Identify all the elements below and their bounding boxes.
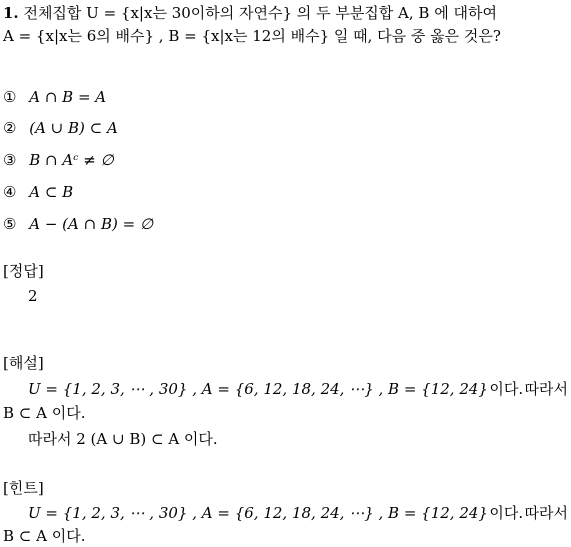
choice-2: [3, 119, 118, 138]
hint-word: 따라서: [524, 504, 568, 522]
hint-line-2: B ⊂ A 이다.: [3, 527, 86, 545]
explanation-word: 이다.: [489, 380, 524, 398]
explanation-line-1: [28, 380, 568, 399]
question-line-1: [3, 4, 497, 23]
hint-line-1: [28, 504, 568, 523]
answer-value: 2: [28, 287, 38, 305]
choice-marker: ⑤: [3, 215, 17, 233]
explanation-label: [해설]: [3, 354, 44, 372]
choice-text: A − (A ∩ B) = ∅: [29, 215, 154, 233]
question-text-2: A = {x|x는 6의 배수} , B = {x|x는 12의 배수} 일 때, 다음 중 옳은 것은?: [3, 27, 501, 45]
choice-text: B ∩ Aᶜ ≠ ∅: [29, 151, 114, 169]
hint-word: 이다.: [489, 504, 524, 522]
question-number: 1.: [3, 4, 19, 22]
choice-1: [3, 88, 106, 107]
choice-4: [3, 183, 73, 202]
hint-sets: U = {1, 2, 3, ⋯ , 30} , A = {6, 12, 18, 24, ⋯} , B = {12, 24}: [28, 504, 488, 522]
explanation-line-3: 따라서 2 (A ∪ B) ⊂ A 이다.: [28, 430, 218, 448]
choice-5: [3, 215, 153, 234]
explanation-sets: U = {1, 2, 3, ⋯ , 30} , A = {6, 12, 18, 24, ⋯} , B = {12, 24}: [28, 380, 488, 398]
choice-3: [3, 151, 114, 170]
hint-label: [힌트]: [3, 479, 44, 497]
question-line-2: [3, 27, 501, 46]
choice-marker: ②: [3, 119, 17, 137]
choice-marker: ③: [3, 151, 17, 169]
choice-marker: ①: [3, 88, 17, 106]
choice-marker: ④: [3, 183, 17, 201]
choice-text: (A ∪ B) ⊂ A: [29, 119, 118, 137]
answer-label: [정답]: [3, 262, 44, 280]
question-text-1: 전체집합 U = {x|x는 30이하의 자연수} 의 두 부분집합 A, B 에 대하여: [23, 4, 497, 22]
choice-text: A ⊂ B: [29, 183, 74, 201]
choice-text: A ∩ B = A: [29, 88, 107, 106]
explanation-word: 따라서: [524, 380, 568, 398]
explanation-line-2: B ⊂ A 이다.: [3, 404, 86, 422]
